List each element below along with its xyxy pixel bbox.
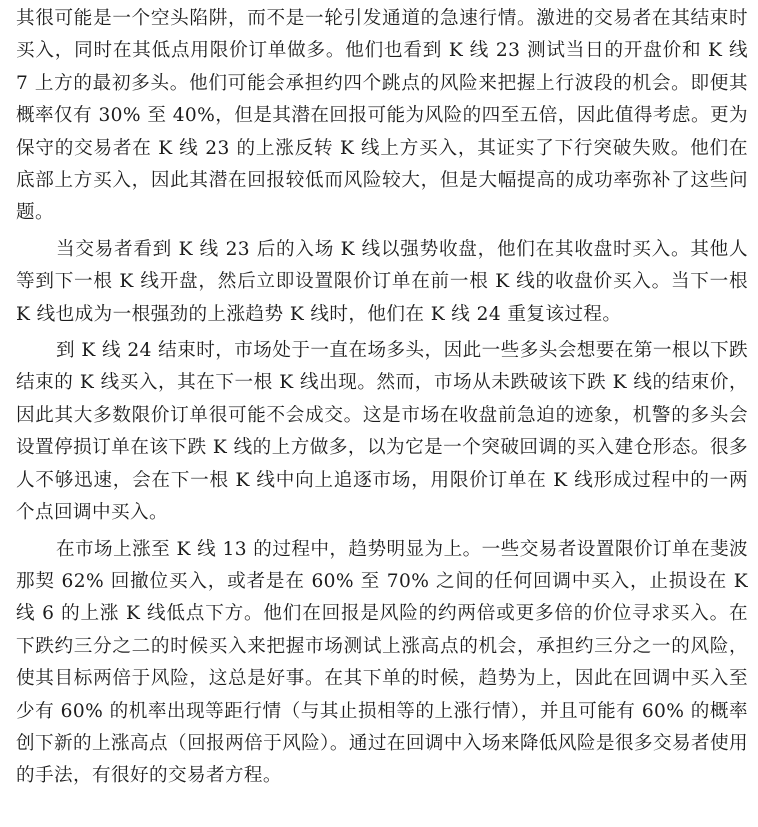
paragraph-3: 到 K 线 24 结束时，市场处于一直在场多头，因此一些多头会想要在第一根以下跌结束的 K 线买入，其在下一根 K 线出现。然而，市场从未跌破该下跌 K 线的结束价，因此其大多数限价订单很可能不会成交。这是市场在收盘前急迫的迹象，机警的多头会设置停损订单在该下跌 K 线的上方做多，以为它是一个突破回调的买入建仓形态。很多人不够迅速，会在下一根 K 线中向上追逐市场，用限价订单在 K 线形成过程中的一两个点回调中买入。 [16,340,748,524]
paragraph-2: 当交易者看到 K 线 23 后的入场 K 线以强势收盘，他们在其收盘时买入。其他人等到下一根 K 线开盘，然后立即设置限价订单在前一根 K 线的收盘价买入。当下一根 K 线也成为一根强劲的上涨趋势 K 线时，他们在 K 线 24 重复该过程。 [16,238,748,325]
paragraph-1: 其很可能是一个空头陷阱，而不是一轮引发通道的急速行情。激进的交易者在其结束时买入，同时在其低点用限价订单做多。他们也看到 K 线 23 测试当日的开盘价和 K 线 7 上方的最初多头。他们可能会承担约四个跳点的风险来把握上行波段的机会。即便其概率仅有 30% 至 40%，但是其潜在回报可能为风险的四至五倍，因此值得考虑。更为保守的交易者在 K 线 23 的上涨反转 K 线上方买入，其证实了下行突破失败。他们在底部上方买入，因此其潜在回报较低而风险较大，但是大幅提高的成功率弥补了这些问题。 [16,8,748,224]
paragraph-4: 在市场上涨至 K 线 13 的过程中，趋势明显为上。一些交易者设置限价订单在斐波那契 62% 回撤位买入，或者是在 60% 至 70% 之间的任何回调中买入，止损设在 K 线 6 的上涨 K 线低点下方。他们在回报是风险的约两倍或更多倍的价位寻求买入。在下跌约三分之二的时候买入来把握市场测试上涨高点的机会，承担约三分之一的风险，使其目标两倍于风险，这总是好事。在其下单的时候，趋势为上，因此在回调中买入至少有 60% 的机率出现等距行情（与其止损相等的上涨行情），并且可能有 60% 的概率创下新的上涨高点（回报两倍于风险）。通过在回调中入场来降低风险是很多交易者使用的手法，有很好的交易者方程。 [16,538,748,787]
